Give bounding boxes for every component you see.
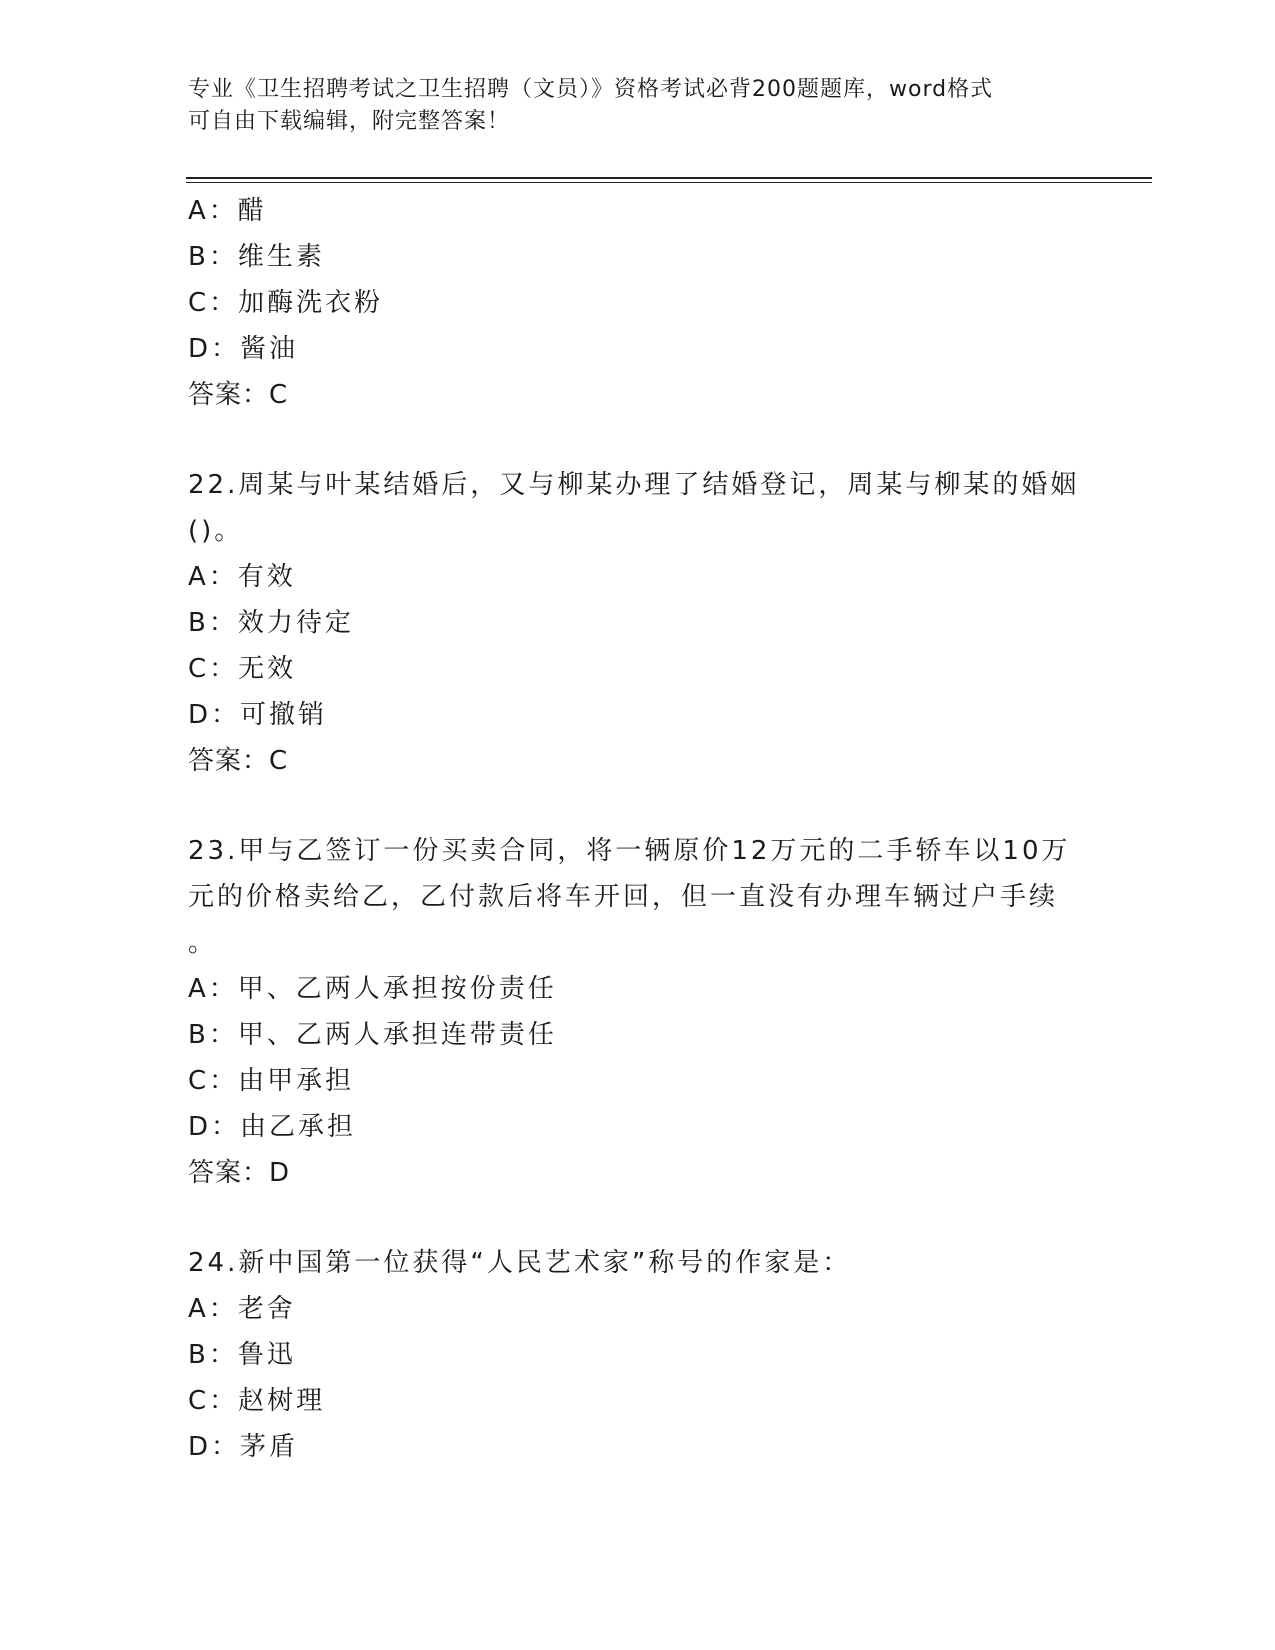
question-stem-line: 元的价格卖给乙，乙付款后将车开回，但一直没有办理车辆过户手续 [188,882,1059,912]
option-a: A：甲、乙两人承担按份责任 [188,974,557,1004]
option-c: C：赵树理 [188,1386,326,1416]
question-spacer [188,1196,1088,1240]
document-header [188,74,1068,138]
option-d: D：酱油 [188,334,299,364]
header-title-line-1: 专业《卫生招聘考试之卫生招聘（文员）》资格考试必背200题题库，word格式 [188,77,994,102]
option-d: D：可撤销 [188,700,328,730]
question-stem-line: ()。 [188,516,244,546]
option-a: A：老舍 [188,1294,296,1324]
option-a: A：有效 [188,562,296,592]
question-stem-line: 。 [188,928,218,958]
answer-line: 答案：C [188,746,289,776]
question-stem-line: 23.甲与乙签订一份买卖合同，将一辆原价12万元的二手轿车以10万 [188,836,1071,866]
question-22 [188,462,1088,784]
option-b: B：甲、乙两人承担连带责任 [188,1020,557,1050]
answer-line: 答案：C [188,380,289,410]
header-title-line-2: 可自由下载编辑，附完整答案！ [188,109,511,134]
option-c: C：由甲承担 [188,1066,355,1096]
option-a: A：醋 [188,196,267,226]
header-divider-thin [186,182,1152,183]
question-stem-line: 24.新中国第一位获得“人民艺术家”称号的作家是： [188,1248,852,1278]
question-23 [188,828,1088,1196]
question-spacer [188,784,1088,828]
option-c: C：加酶洗衣粉 [188,288,384,318]
question-list [188,188,1088,1470]
option-c: C：无效 [188,654,297,684]
option-b: B：维生素 [188,242,325,272]
option-b: B：效力待定 [188,608,354,638]
option-d: D：由乙承担 [188,1112,357,1142]
question-21 [188,188,1088,418]
question-stem-line: 22.周某与叶某结婚后，又与柳某办理了结婚登记，周某与柳某的婚姻 [188,470,1080,500]
question-24 [188,1240,1088,1470]
option-b: B：鲁迅 [188,1340,296,1370]
answer-line: 答案：D [188,1158,291,1188]
question-spacer [188,418,1088,462]
header-divider-thick [186,177,1152,179]
option-d: D：茅盾 [188,1432,299,1462]
